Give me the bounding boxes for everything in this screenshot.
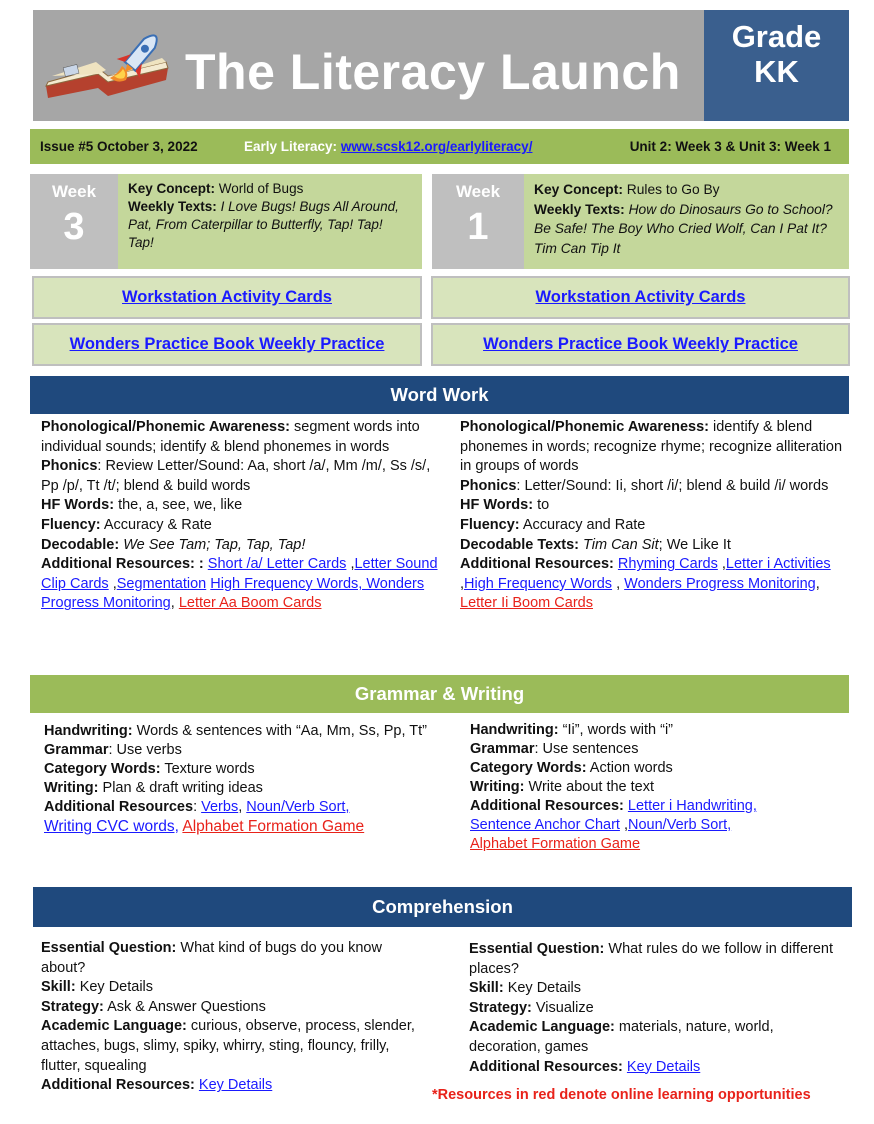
academic-text: curious, observe, process, slender, attaches, bugs, slimy, spiky, whirry, sting, flouncy, frilly, flutter, squealing [41,1018,415,1074]
strategy-label: Strategy: [41,998,104,1015]
key-details-link[interactable]: Key Details [198,1077,273,1094]
grade-panel [704,10,849,121]
writing-text: Write about the text [528,779,654,795]
pa-text: segment words into individual sounds; identify & blend phonemes in words [41,419,420,455]
decodable-label: Decodable Texts: [460,536,579,553]
noun-verb-sort-link[interactable]: Noun/Verb Sort, [628,817,732,833]
decodable-label: Decodable: [41,536,120,553]
handwriting-label: Handwriting: [470,722,559,738]
pa-text: identify & blend phonemes in words; recognize rhyme; recognize alliteration in groups of words [460,419,843,475]
letter-i-activities-link[interactable]: Letter i Activities [725,556,831,573]
week-1-box [432,174,849,269]
workstation-cards-link[interactable]: Workstation Activity Cards [535,288,746,306]
word-work-heading: Word Work [30,376,849,414]
category-label: Category Words: [470,760,587,776]
category-label: Category Words: [44,761,161,777]
eq-label: Essential Question: [41,940,177,956]
grammar-text: : Use verbs [108,742,182,758]
issue-bar [30,129,849,164]
comprehension-right [469,940,844,1077]
writing-label: Writing: [44,780,99,796]
week-label: Week [51,182,97,201]
decodable-text: We See Tam; Tap, Tap, Tap! [123,536,306,553]
key-concept: Rules to Go By [626,182,720,197]
segmentation-link[interactable]: Segmentation [116,575,207,592]
phonics-label: Phonics [460,477,517,494]
separator: , [238,799,243,815]
handwriting-text: “Ii”, words with “i” [562,722,674,738]
sentence-anchor-chart-link[interactable]: Sentence Anchor Chart [470,817,620,833]
phonics-text: : Review Letter/Sound: Aa, short /a/, Mm /m/, Ss /s/, Pp /p/, Tt /t/; blend & build words [41,458,431,494]
academic-text: materials, nature, world, decoration, games [469,1019,774,1055]
workstation-box-left [32,276,422,319]
handwriting-text: Words & sentences with “Aa, Mm, Ss, Pp, Tt” [136,723,428,739]
resources-label: Additional Resources [44,799,194,815]
resources-label: Additional Resources: [460,556,614,573]
resources-label: Additional Resources: [470,798,624,814]
grammar-label: Grammar [44,742,109,758]
wonders-box-right [431,323,850,366]
skill-label: Skill: [469,980,504,997]
separator: , [623,817,628,833]
weekly-texts: I Love Bugs! Bugs All Around, Pat, From Caterpillar to Butterfly, Tap! Tap! Tap! [128,199,399,250]
rocket-book-icon [38,16,178,116]
verbs-link[interactable]: Verbs [201,799,239,815]
resources-label: Additional Resources: [469,1058,623,1075]
wonders-box-left [32,323,422,366]
hf-text: the, a, see, we, like [118,497,243,514]
hf-label: HF Words: [460,497,534,514]
key-concept-label: Key Concept: [534,182,623,197]
rhyming-cards-link[interactable]: Rhyming Cards [617,556,718,573]
letter-aa-boom-cards-link[interactable]: Letter Aa Boom Cards [178,595,322,612]
noun-verb-sort-link[interactable]: Noun/Verb Sort, [246,799,350,815]
separator: , [815,575,820,592]
header-title-panel [33,10,704,121]
issue-date: Issue #5 October 3, 2022 [40,139,198,154]
key-concept: World of Bugs [218,181,304,196]
week-label: Week [455,182,501,201]
fluency-label: Fluency: [41,516,101,533]
pa-label: Phonological/Phonemic Awareness: [460,419,709,435]
comprehension-heading: Comprehension [33,887,852,927]
letter-ii-boom-cards-link[interactable]: Letter Ii Boom Cards [460,595,593,612]
grade-label: Grade [731,19,822,54]
skill-text: Key Details [507,980,582,997]
workstation-cards-link[interactable]: Workstation Activity Cards [122,288,332,306]
weekly-texts: How do Dinosaurs Go to School? Be Safe! The Boy Who Cried Wolf, Can I Pat It? Tim Can Tip It [534,201,833,256]
key-concept-label: Key Concept: [128,181,216,196]
word-work-right [460,418,845,614]
phonics-label: Phonics [41,458,98,475]
grammar-right [470,721,845,854]
week-number: 3 [63,206,85,248]
category-text: Texture words [164,761,255,777]
short-a-letter-cards-link[interactable]: Short /a/ Letter Cards [207,556,347,573]
wonders-practice-link[interactable]: Wonders Practice Book Weekly Practice [69,335,385,353]
week-1-tab [432,174,524,269]
week-3-box [30,174,422,269]
newsletter-header [33,10,849,121]
strategy-text: Visualize [535,999,594,1016]
key-details-link[interactable]: Key Details [626,1058,701,1075]
fluency-label: Fluency: [460,516,520,533]
week-number: 1 [467,206,489,248]
week-3-tab [30,174,118,269]
grammar-left [44,722,436,837]
academic-label: Academic Language: [41,1018,187,1035]
letter-sound-clip-cards-link[interactable]: Letter Sound Clip Cards [41,556,438,592]
fluency-text: Accuracy & Rate [103,516,212,533]
handwriting-label: Handwriting: [44,723,133,739]
writing-label: Writing: [470,779,525,795]
eq-text: What kind of bugs do you know about? [41,940,382,976]
skill-label: Skill: [41,979,76,996]
eq-label: Essential Question: [469,941,605,957]
category-text: Action words [589,760,673,776]
comprehension-left [41,939,416,1096]
resources-label: Additional Resources: [41,1077,195,1094]
decodable-italic: Tim Can Sit [583,536,659,553]
eq-text: What rules do we follow in different places? [469,941,834,977]
skill-text: Key Details [79,979,154,996]
hf-text: to [537,497,550,514]
separator: , [616,575,621,592]
hf-words-progress-link[interactable]: High Frequency Words, Wonders Progress Monitoring [41,575,425,612]
grammar-label: Grammar [470,741,535,757]
resources-label: Additional Resources: : [41,556,204,573]
weekly-texts-label: Weekly Texts: [534,201,625,217]
separator: , [170,595,175,612]
decodable-text: ; We Like It [658,536,731,553]
hf-words-link[interactable]: High Frequency Words [464,575,613,592]
wonders-practice-link[interactable]: Wonders Practice Book Weekly Practice [483,335,798,353]
early-literacy-link[interactable]: www.scsk12.org/earlyliteracy/ [340,139,533,154]
word-work-left [41,418,441,614]
week-3-info [118,174,422,269]
pa-label: Phonological/Phonemic Awareness: [41,419,290,435]
separator: : [193,799,198,815]
early-literacy-label: Early Literacy: [244,139,338,154]
hf-label: HF Words: [41,497,115,514]
separator: , [350,556,355,573]
grammar-writing-heading: Grammar & Writing [30,675,849,713]
weekly-texts-label: Weekly Texts: [128,199,217,214]
separator: , [112,575,117,592]
early-literacy [244,139,532,154]
letter-i-handwriting-link[interactable]: Letter i Handwriting, [627,798,757,814]
grammar-text: : Use sentences [534,741,639,757]
fluency-text: Accuracy and Rate [522,516,646,533]
wonders-progress-link[interactable]: Wonders Progress Monitoring [624,575,816,592]
separator: , [721,556,726,573]
academic-label: Academic Language: [469,1019,615,1036]
strategy-text: Ask & Answer Questions [107,998,266,1015]
writing-text: Plan & draft writing ideas [102,780,263,796]
online-resources-note: *Resources in red denote online learning opportunities [432,1087,811,1103]
strategy-label: Strategy: [469,999,532,1016]
phonics-text: : Letter/Sound: Ii, short /i/; blend & build /i/ words [516,477,829,494]
workstation-box-right [431,276,850,319]
grade-value: KK [754,54,799,89]
alphabet-formation-game-link[interactable]: Alphabet Formation Game [182,818,365,835]
newsletter-title: The Literacy Launch [185,44,681,100]
writing-cvc-words-link[interactable]: Writing CVC words, [44,818,179,835]
week-1-info [524,174,849,269]
alphabet-formation-game-link[interactable]: Alphabet Formation Game [470,836,641,852]
unit-info: Unit 2: Week 3 & Unit 3: Week 1 [629,139,831,154]
separator: , [460,575,465,592]
